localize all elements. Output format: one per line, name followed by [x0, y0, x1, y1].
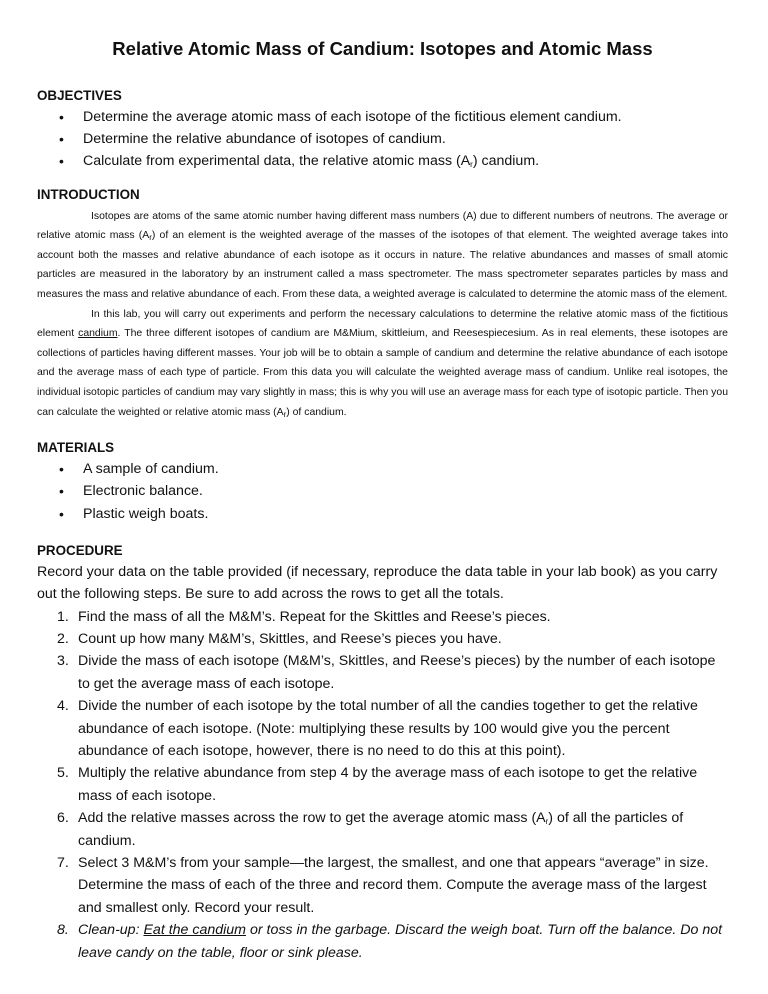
procedure-step: 6. Add the relative masses across the row to get the average atomic mass $(A_r)$ of all the particles of candium. [57, 810, 684, 849]
introduction-heading: INTRODUCTION [37, 186, 140, 202]
materials-list [37, 458, 728, 525]
procedure-step: 7. Select 3 M&M’s from your sample—the largest, the smallest, and one that appears “average” in size. Determine the mass of each of the three and record them. Compute the average mass of the largest and smallest only. Record your result. [57, 855, 709, 916]
procedure-steps [37, 606, 728, 965]
procedure-step: 3. Divide the mass of each isotope (M&M’s, Skittles, and Reese’s pieces) by the number of each isotope to get the average mass of each isotope. [57, 653, 716, 692]
bullet-icon: • [59, 483, 64, 500]
intro-paragraph-1: Isotopes are atoms of the same atomic number having different mass numbers (A) due to different numbers of neutrons. The average or relative atomic mass $(A_r)$ of an element is the weighted average of the masses of the isotopes of that element. The weighted average takes into account both the masses and relative abundance of each isotope as it occurs in nature. The relative abundances and masses of small atomic particles are measured in the laboratory by an instrument called a mass spectrometer. The mass spectrometer separates particles by mass and measures the mass and relative abundance of each. From these data, a weighted average is calculated to determine the atomic mass of the element. [37, 210, 728, 300]
materials-section [37, 440, 728, 525]
bullet-icon: • [59, 131, 64, 148]
page-title: Relative Atomic Mass of Candium: Isotopes and Atomic Mass [112, 38, 653, 59]
list-item: • Determine the relative abundance of isotopes of candium. [37, 128, 728, 150]
bullet-icon: • [59, 153, 64, 170]
bullet-icon: • [59, 505, 64, 522]
list-item: • Plastic weigh boats. [37, 503, 728, 525]
procedure-heading: PROCEDURE [37, 542, 123, 558]
materials-heading: MATERIALS [37, 440, 115, 456]
bullet-icon: • [59, 461, 64, 478]
list-item: • Calculate from experimental data, the relative atomic mass $(A_r)$ candium. [37, 150, 728, 172]
eat-candium-text: Eat the candium [143, 922, 246, 939]
procedure-step-cleanup: 8. Clean-up: Eat the candium or toss in the garbage. Discard the weigh boat. Turn off the balance. Do not leave candy on the table, floor or sink please. [57, 922, 723, 961]
list-item: • Determine the average atomic mass of each isotope of the fictitious element candium. [37, 106, 728, 128]
objectives-heading: OBJECTIVES [37, 88, 122, 103]
candium-term: candium [78, 328, 118, 340]
procedure-step: 1. Find the mass of all the M&M’s. Repeat for the Skittles and Reese’s pieces. [57, 608, 551, 625]
introduction-section [37, 187, 728, 423]
objectives-section [37, 88, 728, 173]
procedure-intro: Record your data on the table provided (if necessary, reproduce the data table in your lab book) as you carry out the following steps. Be sure to add across the rows to get all the totals. [37, 563, 718, 603]
procedure-step: 5. Multiply the relative abundance from step 4 by the average mass of each isotope to get the relative mass of each isotope. [57, 765, 698, 804]
objectives-list [37, 106, 728, 173]
procedure-step: 2. Count up how many M&M’s, Skittles, and Reese’s pieces you have. [57, 630, 502, 647]
intro-paragraph-2: In this lab, you will carry out experiments and perform the necessary calculations to determine the relative atomic mass of the fictitious element candium. The three different isotopes of candium are M&Mium, skittleium, and Reesespiecesium. As in real elements, these isotopes are collections of particles having different masses. Your job will be to obtain a sample of candium and determine the relative abundance of each isotope and the average mass of each type of particle. From this data you will calculate the weighted average mass of candium. Unlike real isotopes, the individual isotopic particles of candium may vary slightly in mass; this is why you will use an average mass for each type of isotopic particle. Then you can calculate the weighted or relative atomic mass $(A_r)$ of candium. [37, 308, 728, 419]
list-item: • A sample of candium. [37, 458, 728, 480]
procedure-section [37, 543, 728, 964]
bullet-icon: • [59, 109, 64, 125]
procedure-step: 4. Divide the number of each isotope by the total number of all the candies together to get the relative abundance of each isotope. (Note: multiplying these results by 100 would give you the percent abundance of each isotope, however, there is no need to do this at this point). [57, 698, 698, 759]
list-item: • Electronic balance. [37, 480, 728, 502]
